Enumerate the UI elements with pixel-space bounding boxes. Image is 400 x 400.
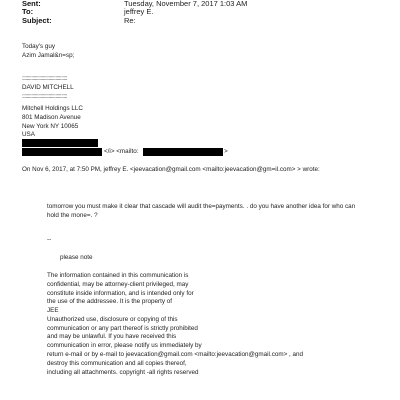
disclaimer-line: confidential, may be attorney-client privileged, may: [47, 281, 189, 288]
disclaimer-line: return e-mail or by e-mail to jeevacation@gmail.com <mailto:jeevacation@gmail.com> , and: [47, 351, 304, 358]
greeting-line-2: Azim Jamal&n=sp;: [22, 52, 75, 59]
disclaimer-line: and may be unlawful. If you have received this: [47, 333, 177, 340]
to-label: To:: [22, 7, 34, 16]
signature-country: USA: [22, 131, 35, 138]
quote-line: tomorrow you must make it clear that cascade will audit the=payments. . do you have another idea for who can: [47, 203, 356, 210]
redacted-line-end: >: [224, 148, 228, 155]
redacted-line-text: </i> <mailto:: [104, 148, 139, 155]
signature-rule-bottom: :::::::::::::::::::::::::::::::::::::::: [22, 93, 67, 100]
sent-value: Tuesday, November 7, 2017 1:03 AM: [124, 0, 248, 8]
disclaimer-line: communication in error, please notify us immediately by: [47, 342, 202, 349]
please-note: please note: [60, 254, 93, 261]
signature-address-line-1: 801 Madison Avenue: [22, 114, 81, 121]
to-value: jeffrey E.: [124, 7, 154, 16]
signature-company: Mitchell Holdings LLC: [22, 105, 83, 112]
signature-name: DAVID MITCHELL: [22, 84, 74, 91]
sent-label: Sent:: [22, 0, 41, 8]
disclaimer-line: communication or any part thereof is strictly prohibited: [47, 325, 198, 332]
disclaimer-line: Unauthorized use, disclosure or copying of this: [47, 316, 178, 323]
signature-address-line-2: New York NY 10065: [22, 123, 79, 130]
disclaimer-line: constitute inside information, and is intended only for: [47, 290, 194, 297]
greeting-line-1: Today's guy: [22, 43, 56, 50]
redaction-block: [22, 139, 98, 147]
disclaimer-line: JEE: [47, 307, 59, 314]
quote-header: On Nov 6, 2017, at 7:50 PM, jeffrey E. <jeevacation@gmail.com <mailto:jeevacation@gm=il.com> > wrote:: [22, 166, 320, 173]
subject-value: Re:: [124, 16, 136, 25]
redaction-block: [22, 148, 102, 156]
quote-line: hold the mone=. ?: [47, 212, 98, 219]
disclaimer-line: The information contained in this communication is: [47, 272, 189, 279]
signature-rule-top: :::::::::::::::::::::::::::::::::::::::: [22, 75, 67, 82]
redaction-block: [143, 148, 223, 156]
subject-label: Subject:: [22, 16, 52, 25]
disclaimer-line: the use of the addressee. It is the property of: [47, 298, 172, 305]
disclaimer-line: including all attachments. copyright -all rights reserved: [47, 369, 199, 376]
disclaimer-line: destroy this communication and all copies thereof,: [47, 360, 187, 367]
separator-dashes: --: [47, 236, 52, 243]
